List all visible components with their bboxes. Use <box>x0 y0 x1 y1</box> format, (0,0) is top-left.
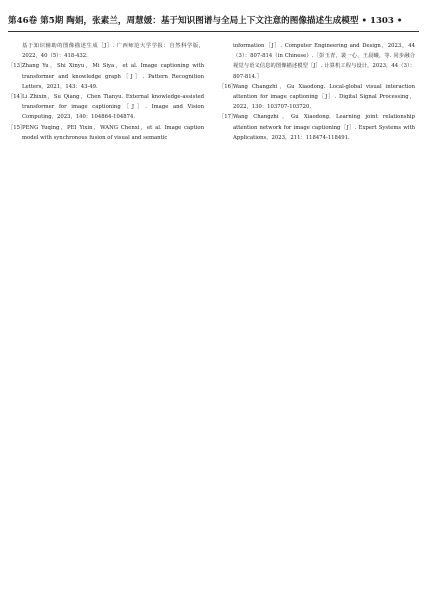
reference-entry <box>8 123 204 143</box>
reference-text: PENG Yuqing，PEI Yixin，WANG Chenxi，et al. Image caption model with synchronous fusion of visual and semantic <box>22 124 204 141</box>
reference-entry <box>8 61 204 92</box>
reference-text: 基于知识辅助的图像描述生成［J］. 广西师范大学学报：自然科学版，2022，40（5）：418-432. <box>22 43 204 60</box>
reference-number: ［16］ <box>219 83 237 90</box>
reference-number: ［15］ <box>8 124 26 131</box>
reference-text: Wang Changzhi，Gu Xiaodong. Learning joint relationship attention network for image captioning［J］. Expert Systems with Applications，2023，211：118474-118491. <box>233 114 415 141</box>
reference-entry <box>219 82 415 113</box>
reference-number: ［14］ <box>8 94 26 101</box>
running-header: 第46卷 第5期 陶娟，张素兰，周慧媛：基于知识图谱与全局上下文注意的图像描述生成模型 • 1303 • <box>8 16 403 26</box>
reference-entry <box>219 41 415 82</box>
references-left-column <box>8 41 204 143</box>
reference-text: Wang Changzhi，Gu Xiaodong. Local-global visual interaction attention for image captioning［J］. Digital Signal Processing，2022，130：103707-103720. <box>233 83 415 111</box>
references-right-column <box>219 41 415 143</box>
reference-entry <box>219 112 415 143</box>
reference-entry <box>8 92 204 123</box>
reference-number: ［13］ <box>8 63 26 70</box>
reference-number: ［17］ <box>219 114 237 121</box>
header-rule <box>8 31 419 32</box>
reference-text: information［J］. Computer Engineering and Design，2023，44（3）：807-814（in Chinese）.［彭玉青，裴一心，王晨曦，等. 同步融合视觉与语义信息的图像描述模型［J］. 计算机工程与设计，2023，44（3）：807-814.］ <box>233 43 415 80</box>
reference-text: Li Zhixin，Su Qiang，Chen Tianyu. External knowledge-assisted transformer for image captioning［J］. Image and Vision Computing，2023，140：104864-104874. <box>22 94 204 121</box>
reference-text: Zhang Yu，Shi Xinyu，Mi Siya，et al. Image captioning with transformer and knowledge graph［J］. Pattern Recognition Letters，2021，143：43-49. <box>22 63 204 90</box>
reference-entry <box>8 41 204 61</box>
